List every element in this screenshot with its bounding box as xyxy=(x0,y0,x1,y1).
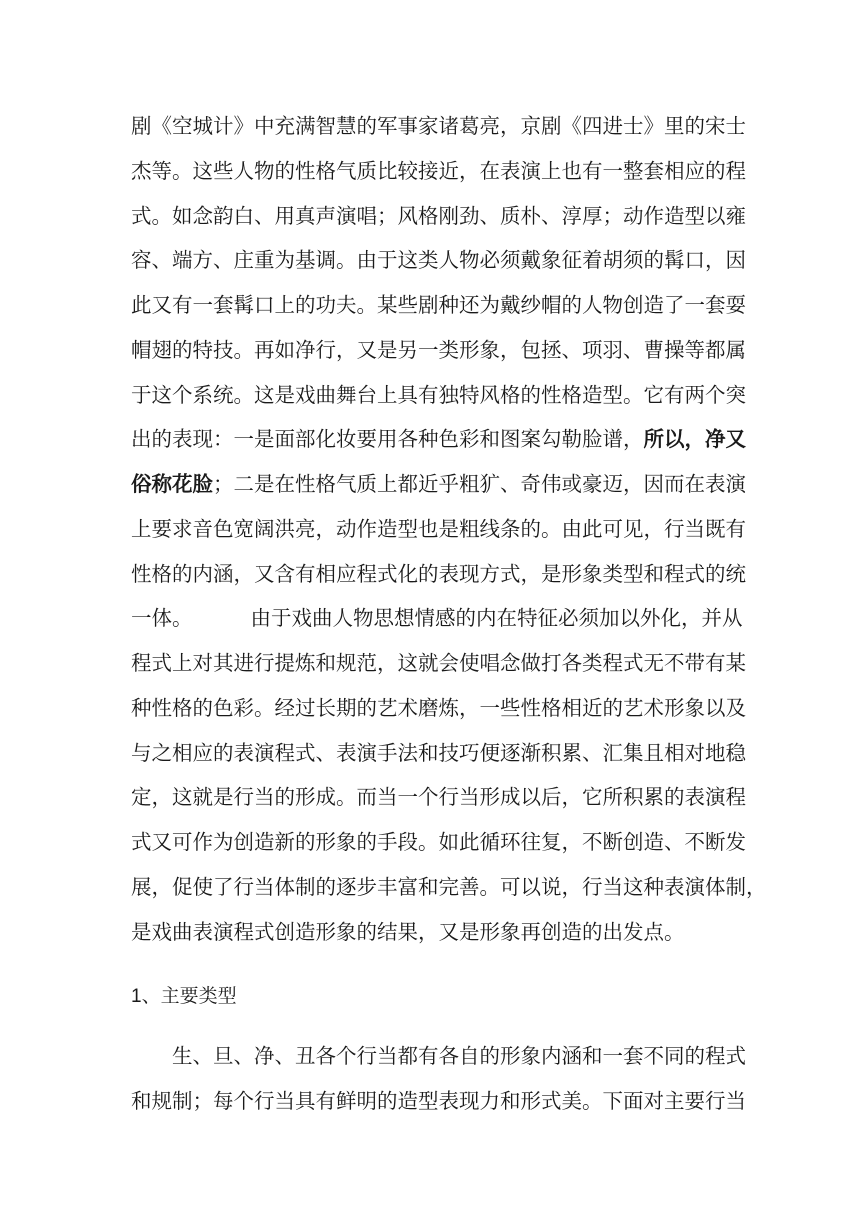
body-text-line: 种性格的色彩。经过长期的艺术磨炼，一些性格相近的艺术形象以及 xyxy=(131,696,746,720)
bold-text-span: 所以，净又 xyxy=(643,427,746,451)
body-text-line: 帽翅的特技。再如净行，又是另一类形象，包拯、项羽、曹操等都属 xyxy=(131,338,746,362)
body-text-line: 此又有一套髯口上的功夫。某些剧种还为戴纱帽的人物创造了一套耍 xyxy=(131,293,746,317)
section-heading xyxy=(131,976,237,1016)
body-text-line: 展，促使了行当体制的逐步丰富和完善。可以说，行当这种表演体制， xyxy=(131,875,767,899)
body-text-line: 定，这就是行当的形成。而当一个行当形成以后，它所积累的表演程 xyxy=(131,785,746,809)
body-text-line: 剧《空城计》中充满智慧的军事家诸葛亮，京剧《四进士》里的宋士 xyxy=(131,114,746,138)
body-text-line: 杰等。这些人物的性格气质比较接近，在表演上也有一整套相应的程 xyxy=(131,159,746,183)
bold-text-span: 俗称花脸 xyxy=(131,472,213,496)
body-text-line: 生、旦、净、丑各个行当都有各自的形象内涵和一套不同的程式 xyxy=(172,1044,746,1068)
text-span: 一体。 xyxy=(131,606,193,630)
body-text-line xyxy=(131,598,743,638)
body-text-line: 式。如念韵白、用真声演唱；风格刚劲、质朴、淳厚；动作造型以雍 xyxy=(131,204,746,228)
body-text-line: 和规制；每个行当具有鲜明的造型表现力和形式美。下面对主要行当 xyxy=(131,1089,746,1113)
body-text-line: 于这个系统。这是戏曲舞台上具有独特风格的性格造型。它有两个突 xyxy=(131,383,746,407)
body-text-line: 式又可作为创造新的形象的手段。如此循环往复，不断创造、不断发 xyxy=(131,830,746,854)
section-title: 主要类型 xyxy=(160,985,237,1007)
body-text-line: 容、端方、庄重为基调。由于这类人物必须戴象征着胡须的髯口，因 xyxy=(131,248,746,272)
text-span: ；二是在性格气质上都近乎粗犷、奇伟或豪迈，因而在表演 xyxy=(213,472,746,496)
text-span: 出的表现：一是面部化妆要用各种色彩和图案勾勒脸谱， xyxy=(131,427,644,451)
body-text-line: 是戏曲表演程式创造形象的结果，又是形象再创造的出发点。 xyxy=(131,920,685,944)
body-text-line: 性格的内涵，又含有相应程式化的表现方式，是形象类型和程式的统 xyxy=(131,562,746,586)
body-text-line: 程式上对其进行提炼和规范，这就会使唱念做打各类程式无不带有某 xyxy=(131,651,746,675)
section-number: 1、 xyxy=(131,986,161,1007)
body-text-line xyxy=(131,464,746,504)
body-text-line xyxy=(131,419,746,459)
body-text-line: 上要求音色宽阔洪亮，动作造型也是粗线条的。由此可见，行当既有 xyxy=(131,517,746,541)
text-span: 由于戏曲人物思想情感的内在特征必须加以外化，并从 xyxy=(250,606,743,630)
body-text-line: 与之相应的表演程式、表演手法和技巧便逐渐积累、汇集且相对地稳 xyxy=(131,741,746,765)
